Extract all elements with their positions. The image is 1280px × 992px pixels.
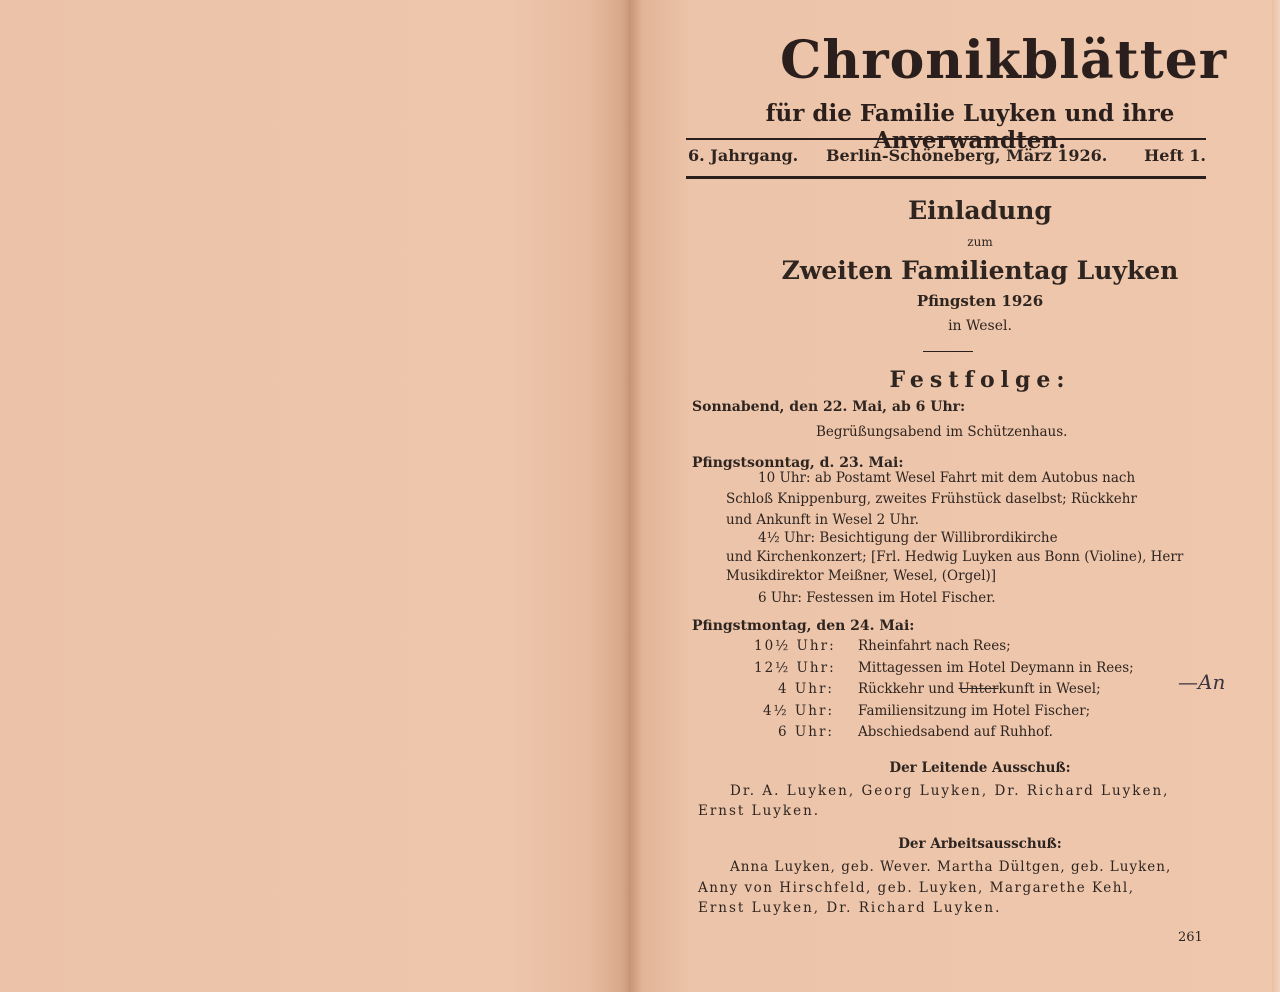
monday-time: 4½ Uhr: [762,703,834,719]
monday-activity [858,681,1101,697]
invitation-event: Zweiten Familientag Luyken [781,256,1179,285]
sunday-item-1-line-1: 10 Uhr: ab Postamt Wesel Fahrt mit dem Autobus nach [758,470,1136,486]
invitation-place: in Wesel. [948,318,1012,334]
working-committee-title: Der Arbeitsausschuß: [898,836,1062,852]
monday-heading: Pfingstmontag, den 24. Mai: [692,618,915,634]
struck-text: Unter [958,681,999,697]
activity-text-after: kunft in Wesel; [998,681,1101,697]
invitation-title: Einladung [908,196,1052,225]
working-committee-line-1: Anna Luyken, geb. Wever. Martha Dültgen, geb. Luyken, [730,859,1172,875]
sunday-item-3-line-1: 6 Uhr: Festessen im Hotel Fischer. [758,590,996,606]
sunday-item-2-line-2: und Kirchenkonzert; [Frl. Hedwig Luyken aus Bonn (Violine), Herr [726,549,1184,565]
leading-committee-line-1: Dr. A. Luyken, Georg Luyken, Dr. Richard Luyken, [730,783,1170,799]
masthead-rule-top [686,138,1206,140]
monday-activity: Abschiedsabend auf Ruhhof. [858,724,1053,740]
saturday-text: Begrüßungsabend im Schützenhaus. [816,424,1068,440]
sunday-item-2-line-1: 4½ Uhr: Besichtigung der Willibrordikirche [758,530,1058,546]
program-heading: Festfolge: [889,367,1071,393]
monday-time: 12½ Uhr: [754,660,836,676]
monday-time: 6 Uhr: [778,724,834,740]
monday-activity: Familiensitzung im Hotel Fischer; [858,703,1091,719]
right-page [640,0,1280,992]
page-number: 261 [1178,930,1203,945]
volume-label: 6. Jahrgang. [688,146,799,165]
monday-time: 10½ Uhr: [754,638,836,654]
handwritten-note: —An [1178,670,1226,694]
invitation-date: Pfingsten 1926 [916,292,1044,310]
masthead-rule-bottom [686,176,1206,179]
working-committee-line-2: Anny von Hirschfeld, geb. Luyken, Margarethe Kehl, [698,880,1135,896]
leading-committee-title: Der Leitende Ausschuß: [889,760,1071,776]
monday-activity: Mittagessen im Hotel Deymann in Rees; [858,660,1134,676]
monday-activity: Rheinfahrt nach Rees; [858,638,1011,654]
invitation-zum: zum [967,235,993,249]
section-divider [923,351,973,352]
masthead-title: Chronikblätter [780,30,1228,91]
issue-label: Heft 1. [1144,146,1206,165]
sunday-heading: Pfingstsonntag, d. 23. Mai: [692,455,904,471]
left-page-blank [0,0,620,992]
masthead-subtitle: für die Familie Luyken und ihre Anverwandten. [765,100,1175,154]
saturday-heading: Sonnabend, den 22. Mai, ab 6 Uhr: [692,399,966,415]
leading-committee-line-2: Ernst Luyken. [698,803,821,819]
sunday-item-1-line-2: Schloß Knippenburg, zweites Frühstück daselbst; Rückkehr [726,491,1137,507]
sunday-item-2-line-3: Musikdirektor Meißner, Wesel, (Orgel)] [726,568,997,584]
activity-text-before: Rückkehr und [858,681,959,697]
monday-time: 4 Uhr: [778,681,834,697]
working-committee-line-3: Ernst Luyken, Dr. Richard Luyken. [698,900,1002,916]
issue-line [686,146,1206,170]
place-date-label: Berlin-Schöneberg, März 1926. [826,146,1108,165]
sunday-item-1-line-3: und Ankunft in Wesel 2 Uhr. [726,512,919,528]
